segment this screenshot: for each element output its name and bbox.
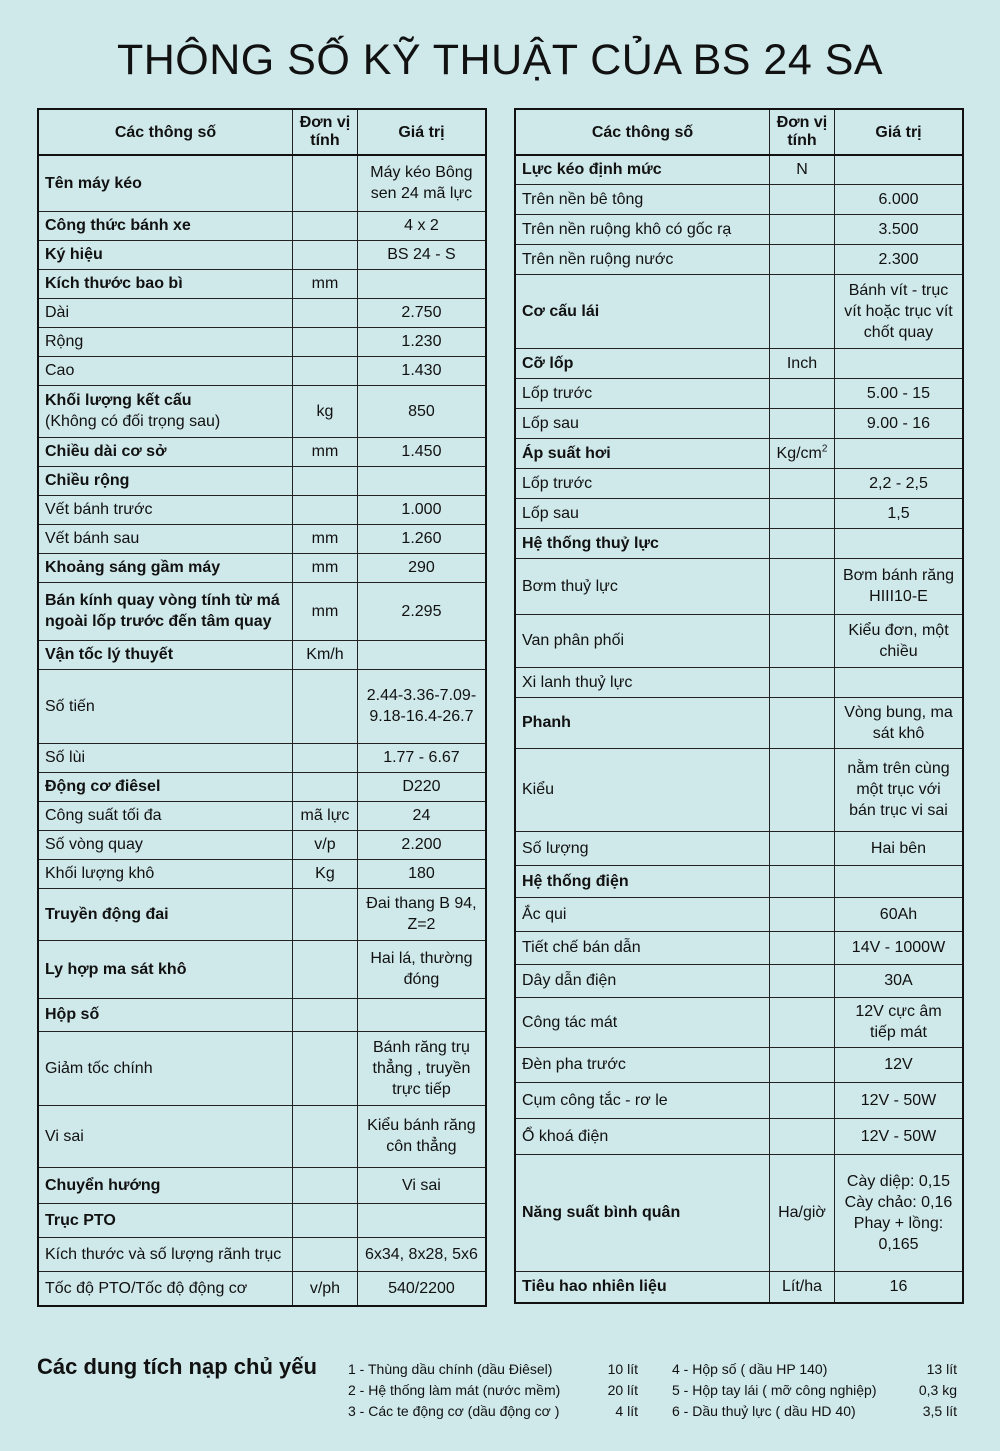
param-cell: Lốp sau (515, 408, 770, 438)
unit-cell (770, 897, 835, 931)
table-row (515, 697, 963, 748)
unit-cell (770, 614, 835, 667)
value-cell: 1.450 (357, 437, 486, 466)
value-cell: 1.430 (357, 356, 486, 385)
capacity-label: 3 - Các te động cơ (dầu động cơ ) (348, 1403, 560, 1419)
param-cell: Tiết chế bán dẫn (515, 931, 770, 964)
unit-cell (770, 831, 835, 865)
value-cell: 180 (357, 859, 486, 888)
unit-cell: Km/h (293, 640, 358, 669)
value-cell (357, 269, 486, 298)
table-row (38, 466, 486, 495)
value-cell: 9.00 - 16 (834, 408, 963, 438)
value-cell: Bơm bánh răng HIII10-E (834, 558, 963, 614)
unit-cell: $Kg/cm^2$ (770, 438, 835, 468)
unit-cell (770, 184, 835, 214)
param-cell: Hệ thống điện (515, 865, 770, 897)
table-row (38, 1203, 486, 1237)
unit-cell (293, 495, 358, 524)
table-row (515, 244, 963, 274)
value-cell: 850 (357, 385, 486, 437)
table-row (38, 1031, 486, 1105)
param-cell: Vết bánh trước (38, 495, 293, 524)
value-cell (357, 640, 486, 669)
table-row (515, 498, 963, 528)
param-cell: Số tiến (38, 669, 293, 743)
value-cell: BS 24 - S (357, 240, 486, 269)
value-cell: Kiểu đơn, một chiều (834, 614, 963, 667)
unit-cell (293, 888, 358, 940)
param-cell: Truyền động đai (38, 888, 293, 940)
unit-cell (770, 214, 835, 244)
unit-cell (293, 327, 358, 356)
page-title: THÔNG SỐ KỸ THUẬT CỦA BS 24 SA (116, 36, 884, 84)
unit-cell: kg (293, 385, 358, 437)
unit-cell (770, 1082, 835, 1118)
param-cell: Năng suất bình quân (515, 1154, 770, 1271)
unit-cell (770, 558, 835, 614)
value-cell: 2.750 (357, 298, 486, 327)
table-row (38, 743, 486, 772)
value-cell: D220 (357, 772, 486, 801)
table-row (515, 408, 963, 438)
unit-cell: mm (293, 524, 358, 553)
param-cell: Lốp trước (515, 378, 770, 408)
table-row (38, 240, 486, 269)
table-row (38, 801, 486, 830)
table-row (515, 214, 963, 244)
value-cell: 1.000 (357, 495, 486, 524)
table-row (515, 1154, 963, 1271)
unit-cell: Ha/giờ (770, 1154, 835, 1271)
param-cell: Trên nền ruộng nước (515, 244, 770, 274)
table-row (38, 524, 486, 553)
param-cell: Số vòng quay (38, 830, 293, 859)
param-cell: Khối lượng khô (38, 859, 293, 888)
param-cell: Bán kính quay vòng tính từ má ngoài lốp trước đến tâm quay (38, 582, 293, 640)
value-cell: Vòng bung, ma sát khô (834, 697, 963, 748)
unit-cell: v/ph (293, 1271, 358, 1306)
spec-table-left (37, 108, 487, 1307)
value-cell (834, 865, 963, 897)
unit-cell (293, 356, 358, 385)
value-cell: 2.44-3.36-7.09-9.18-16.4-26.7 (357, 669, 486, 743)
header-param: Các thông số (38, 109, 293, 155)
unit-cell (293, 743, 358, 772)
unit-cell: mm (293, 553, 358, 582)
unit-cell: mm (293, 437, 358, 466)
unit-cell (770, 964, 835, 997)
unit-cell (293, 1105, 358, 1167)
table-row (515, 1271, 963, 1303)
value-cell: 1.77 - 6.67 (357, 743, 486, 772)
table-row (38, 772, 486, 801)
capacity-label: 5 - Hộp tay lái ( mỡ công nghiệp) (672, 1382, 877, 1398)
table-row (515, 831, 963, 865)
capacity-amount: 0,3 kg (918, 1382, 957, 1398)
table-row (515, 1118, 963, 1154)
table-row (515, 1082, 963, 1118)
table-row (515, 748, 963, 831)
spec-table-right (514, 108, 964, 1304)
table-row (38, 888, 486, 940)
capacity-label: 2 - Hệ thống làm mát (nước mềm) (348, 1382, 561, 1398)
value-cell: Vi sai (357, 1167, 486, 1203)
value-cell: 6.000 (834, 184, 963, 214)
value-cell: 12V cực âm tiếp mát (834, 997, 963, 1047)
table-row (515, 378, 963, 408)
unit-cell (770, 244, 835, 274)
table-row (515, 964, 963, 997)
param-cell: Cỡ lốp (515, 348, 770, 378)
value-cell: 1.260 (357, 524, 486, 553)
table-row (38, 327, 486, 356)
param-cell: Dây dẫn điện (515, 964, 770, 997)
param-cell: Số lùi (38, 743, 293, 772)
table-row (38, 553, 486, 582)
param-cell: Cơ cấu lái (515, 274, 770, 348)
table-row (38, 1271, 486, 1306)
value-cell: Cày diệp: 0,15 Cày chảo: 0,16 Phay + lồng: 0,165 (834, 1154, 963, 1271)
unit-cell (770, 697, 835, 748)
param-cell: Kích thước và số lượng rãnh trục (38, 1237, 293, 1271)
unit-cell (770, 408, 835, 438)
value-cell (834, 667, 963, 697)
value-cell: 12V (834, 1047, 963, 1082)
value-cell: 24 (357, 801, 486, 830)
unit-cell (770, 748, 835, 831)
param-cell: Giảm tốc chính (38, 1031, 293, 1105)
capacity-amount: 4 lít (615, 1403, 638, 1419)
value-cell: 2.200 (357, 830, 486, 859)
param-cell: Động cơ điêsel (38, 772, 293, 801)
table-row (515, 931, 963, 964)
value-cell: Đai thang B 94, Z=2 (357, 888, 486, 940)
unit-cell: Inch (770, 348, 835, 378)
unit-cell: mm (293, 269, 358, 298)
header-unit: Đơn vị tính (293, 109, 358, 155)
unit-cell (770, 865, 835, 897)
table-row (38, 998, 486, 1031)
capacity-amount: 3,5 lít (922, 1403, 957, 1419)
unit-cell (293, 998, 358, 1031)
param-cell: Chiều dài cơ sở (38, 437, 293, 466)
value-cell: Hai bên (834, 831, 963, 865)
param-cell: Rộng (38, 327, 293, 356)
unit-cell: N (770, 155, 835, 184)
unit-cell: mã lực (293, 801, 358, 830)
table-row (38, 582, 486, 640)
param-cell: Vi sai (38, 1105, 293, 1167)
param-cell: Bơm thuỷ lực (515, 558, 770, 614)
param-cell: Chuyển hướng (38, 1167, 293, 1203)
param-cell: Số lượng (515, 831, 770, 865)
param-cell: Van phân phối (515, 614, 770, 667)
header-value: Giá trị (357, 109, 486, 155)
param-cell: Ổ khoá điện (515, 1118, 770, 1154)
value-cell: Hai lá, thường đóng (357, 940, 486, 998)
value-cell (357, 998, 486, 1031)
value-cell (834, 438, 963, 468)
table-row (515, 897, 963, 931)
table-row (38, 211, 486, 240)
table-row (515, 274, 963, 348)
param-cell: Tiêu hao nhiên liệu (515, 1271, 770, 1303)
unit-cell: Lít/ha (770, 1271, 835, 1303)
value-cell: 290 (357, 553, 486, 582)
param-cell: Công suất tối đa (38, 801, 293, 830)
param-cell: Lực kéo định mức (515, 155, 770, 184)
value-cell: 3.500 (834, 214, 963, 244)
capacity-amount: 20 lít (607, 1382, 638, 1398)
unit-cell (770, 274, 835, 348)
value-cell: 30A (834, 964, 963, 997)
param-cell: Công thức bánh xe (38, 211, 293, 240)
table-row (38, 940, 486, 998)
param-cell: Trên nền bê tông (515, 184, 770, 214)
value-cell: 5.00 - 15 (834, 378, 963, 408)
unit-cell (293, 940, 358, 998)
unit-cell (293, 669, 358, 743)
unit-cell (293, 240, 358, 269)
unit-cell (293, 1031, 358, 1105)
param-cell: Hộp số (38, 998, 293, 1031)
param-cell: Vết bánh sau (38, 524, 293, 553)
value-cell: nằm trên cùng một trục với bán trục vi sai (834, 748, 963, 831)
param-cell: Khối lượng kết cấu (Không có đối trọng sau) (38, 385, 293, 437)
value-cell: 4 x 2 (357, 211, 486, 240)
param-cell: Tên máy kéo (38, 155, 293, 211)
param-cell: Vận tốc lý thuyết (38, 640, 293, 669)
param-cell: Dài (38, 298, 293, 327)
capacity-amount: 13 lít (926, 1361, 957, 1377)
param-cell: Kích thước bao bì (38, 269, 293, 298)
table-row (38, 495, 486, 524)
param-cell: Trên nền ruộng khô có gốc rạ (515, 214, 770, 244)
unit-cell (770, 667, 835, 697)
unit-cell (770, 498, 835, 528)
table-row (38, 1105, 486, 1167)
value-cell: 6x34, 8x28, 5x6 (357, 1237, 486, 1271)
value-cell: 16 (834, 1271, 963, 1303)
table-row (515, 438, 963, 468)
unit-cell (770, 1047, 835, 1082)
value-cell (834, 348, 963, 378)
value-cell: 540/2200 (357, 1271, 486, 1306)
unit-cell (293, 298, 358, 327)
table-row (515, 528, 963, 558)
unit-cell (293, 772, 358, 801)
value-cell: Bánh vít - trục vít hoặc trục vít chốt quay (834, 274, 963, 348)
capacity-label: 4 - Hộp số ( dầu HP 140) (672, 1361, 828, 1377)
table-row (38, 830, 486, 859)
value-cell: 60Ah (834, 897, 963, 931)
param-cell: Ắc qui (515, 897, 770, 931)
unit-cell (293, 1237, 358, 1271)
value-cell (834, 528, 963, 558)
unit-cell (770, 1118, 835, 1154)
param-cell: Phanh (515, 697, 770, 748)
table-row (515, 348, 963, 378)
param-cell: Đèn pha trước (515, 1047, 770, 1082)
param-cell: Ký hiệu (38, 240, 293, 269)
table-row (38, 269, 486, 298)
table-row (38, 155, 486, 211)
unit-cell (770, 931, 835, 964)
unit-cell (293, 155, 358, 211)
param-cell: Cụm công tắc - rơ le (515, 1082, 770, 1118)
unit-cell (770, 378, 835, 408)
value-cell: 2.295 (357, 582, 486, 640)
unit-cell (293, 1203, 358, 1237)
unit-cell (293, 1167, 358, 1203)
unit-cell (770, 528, 835, 558)
header-unit: Đơn vị tính (770, 109, 835, 155)
param-cell: Lốp sau (515, 498, 770, 528)
unit-cell: Kg (293, 859, 358, 888)
table-row (515, 184, 963, 214)
table-row (38, 1237, 486, 1271)
table-row (515, 667, 963, 697)
table-row (38, 640, 486, 669)
table-row (515, 997, 963, 1047)
capacity-amount: 10 lít (607, 1361, 638, 1377)
table-row (515, 865, 963, 897)
value-cell: 1,5 (834, 498, 963, 528)
table-row (38, 859, 486, 888)
unit-cell (770, 468, 835, 498)
unit-cell: v/p (293, 830, 358, 859)
param-cell: Xi lanh thuỷ lực (515, 667, 770, 697)
value-cell: Bánh răng trụ thẳng , truyền trực tiếp (357, 1031, 486, 1105)
unit-cell (293, 466, 358, 495)
table-row (515, 468, 963, 498)
value-cell: 12V - 50W (834, 1082, 963, 1118)
param-cell: Chiều rộng (38, 466, 293, 495)
header-param: Các thông số (515, 109, 770, 155)
unit-cell (770, 997, 835, 1047)
table-row (38, 437, 486, 466)
capacity-label: 6 - Dầu thuỷ lực ( dầu HD 40) (672, 1403, 856, 1419)
param-cell: Áp suất hơi (515, 438, 770, 468)
header-value: Giá trị (834, 109, 963, 155)
param-cell: Tốc độ PTO/Tốc độ động cơ (38, 1271, 293, 1306)
param-cell: Hệ thống thuỷ lực (515, 528, 770, 558)
capacities-title: Các dung tích nạp chủ yếu (37, 1354, 317, 1379)
value-cell: 14V - 1000W (834, 931, 963, 964)
value-cell: 12V - 50W (834, 1118, 963, 1154)
unit-cell (293, 211, 358, 240)
table-row (38, 669, 486, 743)
unit-cell: mm (293, 582, 358, 640)
table-row (38, 356, 486, 385)
param-cell: Trục PTO (38, 1203, 293, 1237)
table-row (515, 614, 963, 667)
table-row (515, 558, 963, 614)
table-row (38, 385, 486, 437)
table-row (515, 1047, 963, 1082)
table-row (38, 1167, 486, 1203)
param-cell: Khoảng sáng gầm máy (38, 553, 293, 582)
capacity-label: 1 - Thùng dầu chính (dầu Điêsel) (348, 1361, 553, 1377)
param-cell: Kiểu (515, 748, 770, 831)
value-cell: 2.300 (834, 244, 963, 274)
value-cell: Kiểu bánh răng côn thẳng (357, 1105, 486, 1167)
value-cell: 1.230 (357, 327, 486, 356)
value-cell: Máy kéo Bông sen 24 mã lực (357, 155, 486, 211)
param-cell: Lốp trước (515, 468, 770, 498)
value-cell: 2,2 - 2,5 (834, 468, 963, 498)
value-cell (357, 1203, 486, 1237)
table-row (515, 155, 963, 184)
param-cell: Ly hợp ma sát khô (38, 940, 293, 998)
param-cell: Công tác mát (515, 997, 770, 1047)
table-row (38, 298, 486, 327)
param-cell: Cao (38, 356, 293, 385)
value-cell (357, 466, 486, 495)
value-cell (834, 155, 963, 184)
